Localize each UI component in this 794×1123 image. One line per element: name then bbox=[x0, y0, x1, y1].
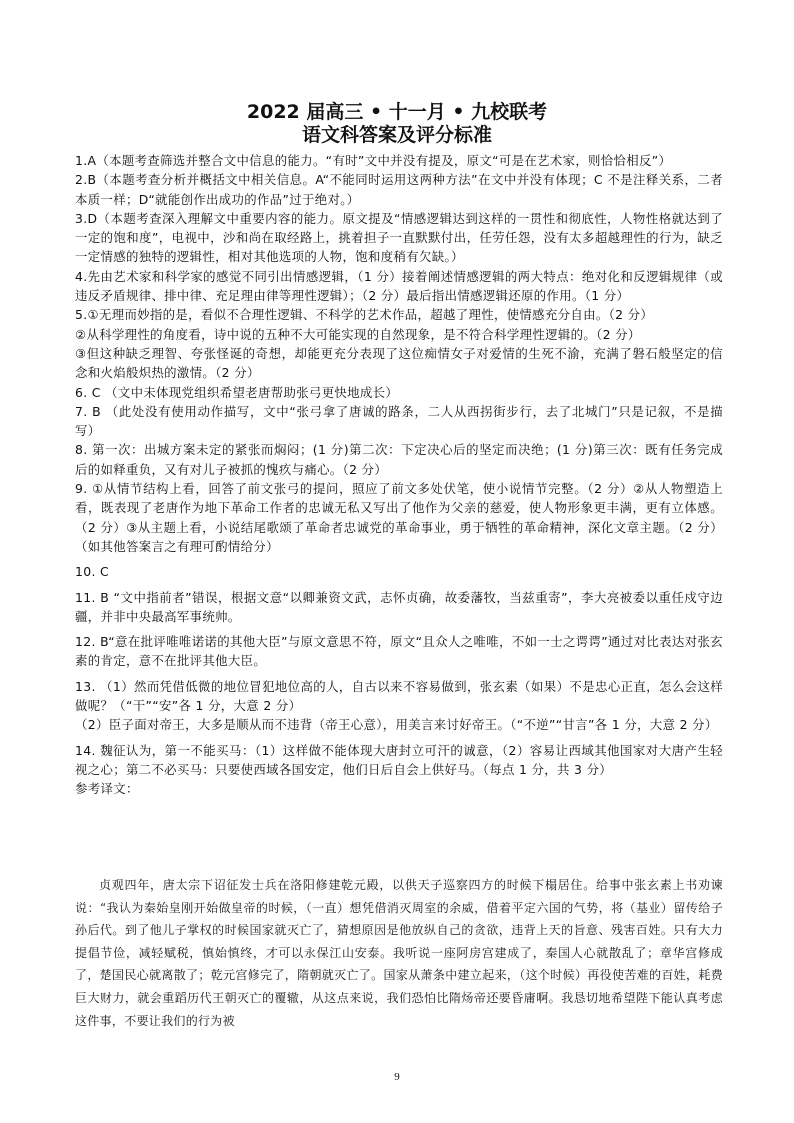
answer-6: 6. C （文中未体现党组织希望老唐帮助张弓更快地成长） bbox=[75, 384, 399, 400]
answer-11: 11. B “文中指前者”错误，根据文意“以卿兼资文武，志怀贞确，故委藩牧，当兹重寄”，李大亮被委以重任戍守边疆，并非中央最高军事统帅。 bbox=[75, 589, 723, 624]
answer-9: 9. ①从情节结构上看，回答了前文张弓的提问，照应了前文多处伏笔，使小说情节完整。（2 分）②从人物塑造上看，既表现了老唐作为地下革命工作者的忠诚无私又写出了他作为父亲的慈爱，使人物形象更丰满，更有立体感。（2 分）③从主题上看，小说结尾歌颂了革命者忠诚党的革命事业，勇于牺牲的革命精神，深化文章主题。（2 分）（如其他答案言之有理可酌情给分） bbox=[75, 481, 723, 554]
page-number: 9 bbox=[394, 1071, 400, 1083]
translation-heading: 参考译文： bbox=[75, 781, 139, 797]
answer-key bbox=[75, 151, 723, 799]
reference-translation: 贞观四年，唐太宗下诏征发士兵在洛阳修建乾元殿，以供天子巡察四方的时候下榻居住。给事中张玄素上书劝谏说：“我认为秦始皇刚开始做皇帝的时候，（一直）想凭借消灭周室的余威，借着平定六国的气势，将（基业）留传给子孙后代。到了他儿子掌权的时候国家就灭亡了，猜想原因是他放纵自己的贪欲，违背上天的旨意、残害百姓。只有大力提倡节俭，减轻赋税，慎始慎终，才可以永保江山安泰。我听说一座阿房宫建成了，秦国人心就散乱了；章华宫修成了，楚国民心就离散了；乾元宫修完了，隋朝就灭亡了。国家从萧条中建立起来，（这个时候）再役使苦难的百姓，耗费巨大财力，就会重蹈历代王朝灭亡的覆辙，从这点来说，我们恐怕比隋炀帝还要昏庸啊。我恳切地希望陛下能认真考虑这件事，不要让我们的行为被 bbox=[75, 878, 723, 1028]
exam-title: 2022 届高三 • 十一月 • 九校联考 bbox=[246, 101, 548, 123]
answer-2: 2.B（本题考查分析并概括文中相关信息。A“不能同时运用这两种方法”在文中并没有体现；C 不是注释关系，二者本质一样；D“就能创作出成功的作品”过于绝对。） bbox=[75, 172, 723, 207]
answer-1: 1.A（本题考查筛选并整合文中信息的能力。“有时”文中并没有提及，原文“可是在艺术家，则恰恰相反”） bbox=[75, 153, 672, 168]
answer-5-point-3: ③但这种缺乏理智、夸张怪诞的奇想，却能更充分表现了这位痴情女子对爱情的生死不渝，充满了磐石般坚定的信念和火焰般炽热的激情。（2 分） bbox=[75, 345, 723, 381]
answer-10: 10. C bbox=[75, 564, 110, 580]
answer-3: 3.D（本题考查深入理解文中重要内容的能力。原文提及“情感逻辑达到这样的一贯性和彻底性，人物性格就达到了一定的饱和度”，电视中，沙和尚在取经路上，挑着担子一直默默付出，任劳任怨，没有太多超越理性的行为，缺乏一定情感的独特的逻辑性，相对其他选项的人物，饱和度稍有欠缺。） bbox=[75, 210, 723, 265]
answer-4: 4.先由艺术家和科学家的感觉不同引出情感逻辑，（1 分）接着阐述情感逻辑的两大特点：绝对化和反逻辑规律（或违反矛盾规律、排中律、充足理由律等理性逻辑）；（2 分）最后指出情感逻辑还原的作用。（1 分） bbox=[75, 268, 723, 304]
answer-8: 8. 第一次：出城方案未定的紧张而焖闷；(1 分)第二次：下定决心后的坚定而决绝；(1 分)第三次：既有任务完成后的如释重负，又有对儿子被抓的愧疚与痛心。（2 分） bbox=[75, 442, 723, 477]
exam-subtitle: 语文科答案及评分标准 bbox=[301, 124, 492, 146]
answer-14: 14. 魏征认为，第一不能买马：（1）这样做不能体现大唐封立可汗的诚意，（2）容易让西域其他国家对大唐产生轻视之心；第二不必买马：只要使西域各国安定，他们日后自会上供好马。（每点 1 分，共 3 分） bbox=[75, 742, 723, 777]
answer-5-point-2: ②从科学理性的角度看，诗中说的五种不大可能实现的自然现象，是不符合科学理性逻辑的。（2 分） bbox=[75, 326, 641, 342]
answer-13-part-1: 13. （1）然而凭借低微的地位冒犯地位高的人，自古以来不容易做到，张玄素（如果）不是忠心正直，怎么会这样做呢？（“干”“安”各 1 分，大意 2 分） bbox=[75, 678, 723, 714]
answer-13-part-2: （2）臣子面对帝王，大多是顺从而不违背（帝王心意），用美言来讨好帝王。（“不逆”“甘言”各 1 分，大意 2 分） bbox=[75, 717, 718, 733]
answer-5-point-1: 5.①无理而妙指的是，看似不合理性逻辑、不科学的艺术作品，超越了理性，使情感充分自由。（2 分） bbox=[75, 307, 654, 323]
answer-7: 7. B （此处没有使用动作描写，文中“张弓拿了唐诚的路条，二人从西拐街步行，去了北城门”只是记叙，不是描写） bbox=[75, 403, 723, 439]
answer-12: 12. B“意在批评唯唯诺诺的其他大臣”与原文意思不符，原文“且众人之唯唯，不如一士之谔谔”通过对比表达对张玄素的肯定，意不在批评其他大臣。 bbox=[75, 634, 723, 669]
